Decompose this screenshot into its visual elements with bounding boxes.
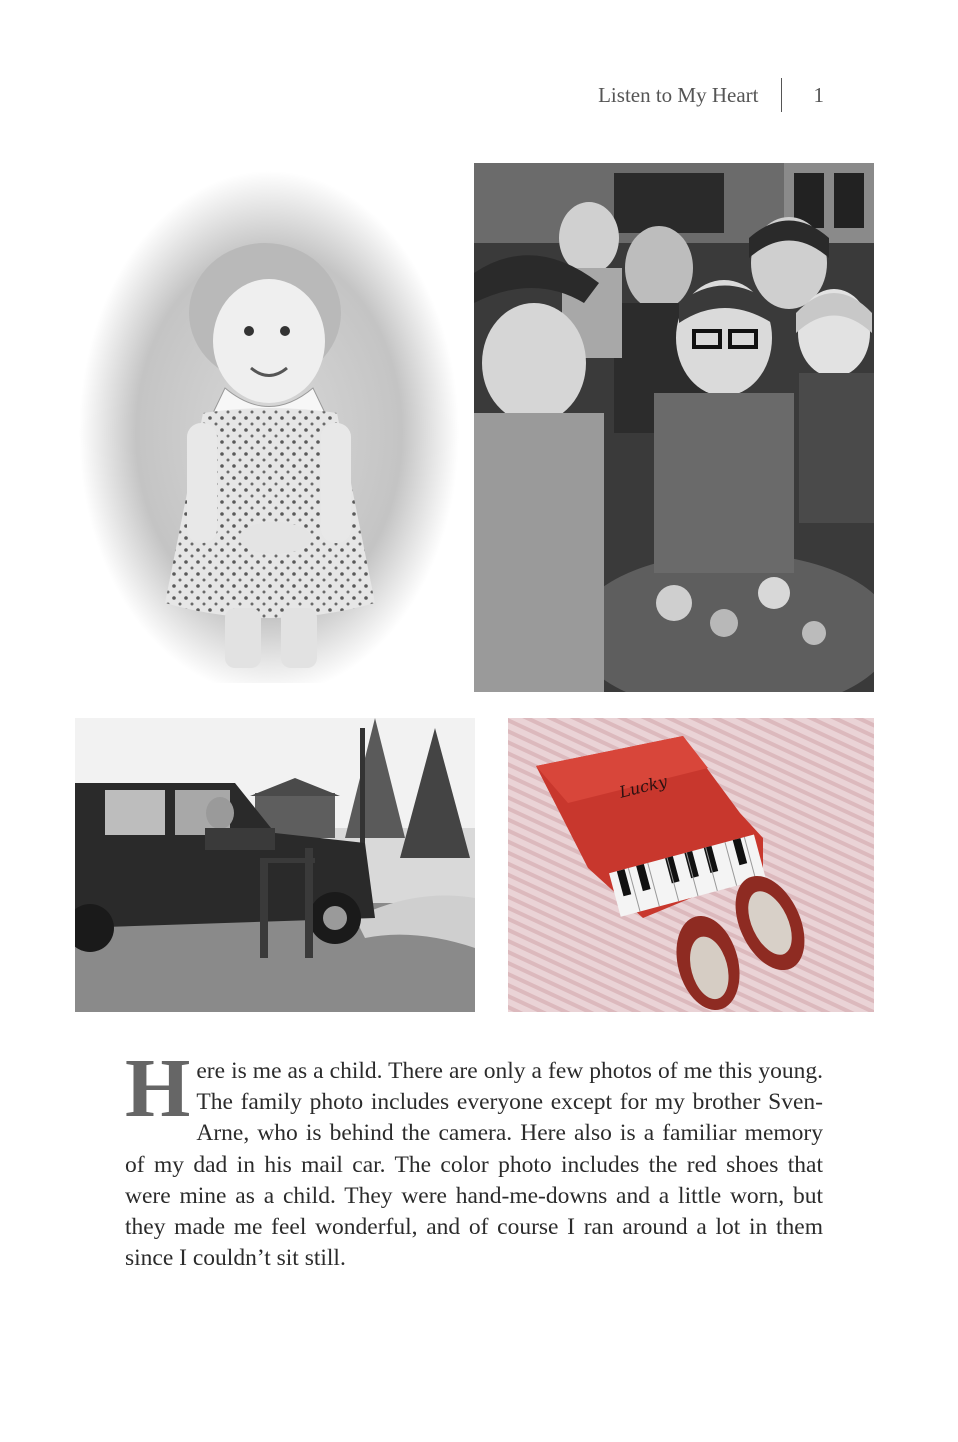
mail-car-photo bbox=[75, 718, 475, 1012]
toy-piano-and-shoes-photo bbox=[508, 718, 874, 1012]
child-portrait-photo bbox=[75, 163, 463, 683]
drop-cap: H bbox=[125, 1042, 191, 1135]
family-group-image bbox=[474, 163, 874, 692]
running-title: Listen to My Heart bbox=[598, 82, 759, 107]
mail-car-image bbox=[75, 718, 475, 1012]
family-group-photo bbox=[474, 163, 874, 692]
running-head bbox=[598, 78, 824, 112]
child-portrait-image bbox=[75, 163, 463, 683]
page-number: 1 bbox=[813, 82, 824, 107]
piano-brand-label: Lucky bbox=[617, 771, 670, 802]
caption-text: ere is me as a child. There are only a few photos of me this young. The family photo includes everyone except for my brother Sven-Arne, who is behind the camera. Here also is a familiar memory of my dad in his mail car. The color photo includes the red shoes that were mine as a child. They were hand-me-downs and a little worn, but they made me feel wonderful, and of course I ran around a lot in them since I couldn’t sit still. bbox=[125, 1058, 823, 1272]
caption-paragraph bbox=[125, 1042, 823, 1274]
toy-piano-image bbox=[508, 718, 874, 1012]
